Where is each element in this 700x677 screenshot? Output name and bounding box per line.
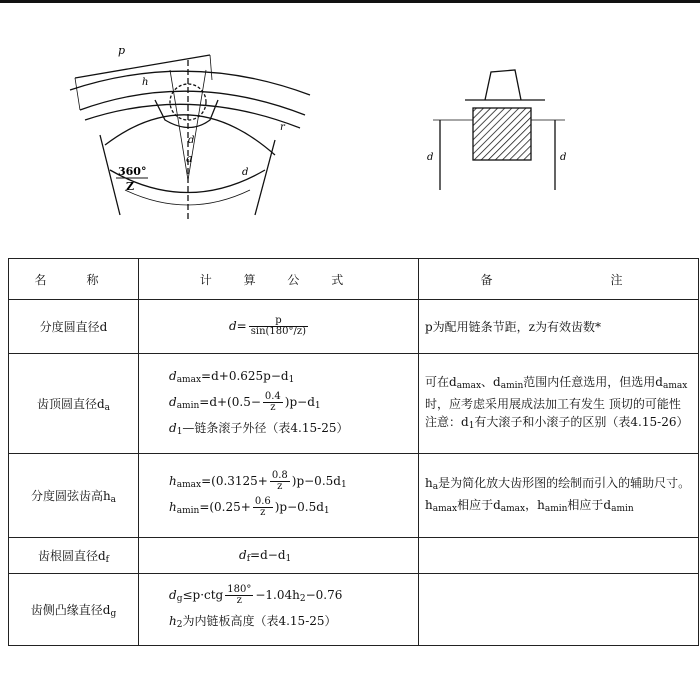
label-da: d [242, 167, 249, 178]
angle-denominator: Z [126, 180, 135, 193]
row-formula: $d_f=d-d_1$ [139, 538, 419, 574]
row-note: 可在$d_{amax}$、$d_{amin}$范围内任意选用，但选用$d_{amax}$时，应考虑采用展成法加工有发生 顶切的可能性 注意：$d_1$有大滚子和小滚子的区别（表4.15-26） [419, 354, 699, 454]
label-p: p [118, 44, 126, 57]
row-name: 分度圆弦齿高$h_a$ [9, 454, 139, 538]
row-note: $h_a$是为简化放大齿形图的绘制而引入的辅助尺寸。$h_{amax}$相应于$d_{amax}$，$h_{amin}$相应于$d_{amin}$ [419, 454, 699, 538]
header-name: 名 称 [9, 259, 139, 300]
angle-numerator: 360° [118, 165, 147, 178]
table-row [9, 574, 699, 646]
sprocket-tooth-diagram [60, 40, 320, 220]
row-note: p为配用链条节距，z为有效齿数* [419, 300, 699, 354]
label-ha: h [142, 77, 149, 88]
row-name: 齿顶圆直径$d_a$ [9, 354, 139, 454]
table-row [9, 354, 699, 454]
header-note: 备 注 [419, 259, 699, 300]
row-formula: $d_g\le p\cdot ctg$ $\frac{180^\circ}{z}$ $-1.04h_2-0.76$ $h_2$为内链板高度（表4.15-25） [139, 574, 419, 646]
tooth-flange-diagram [425, 60, 585, 200]
header-formula: 计 算 公 式 [139, 259, 419, 300]
row-formula: $h_{amax}=(0.3125+$ $\frac{0.8}{z}$ )$p-0.5d_1$ $h_{amin}=(0.25+$ $\frac{0.6}{z}$ )$p-0.5d_1$ [139, 454, 419, 538]
row-note [419, 538, 699, 574]
table-header-row [9, 259, 699, 300]
table-row [9, 454, 699, 538]
table-row [9, 538, 699, 574]
row-formula: $d_{amax}=d+0.625p-d_1$ $d_{amin}=d+(0.5-$ $\frac{0.4}{z}$ )$p-d_1$ $d_1—$链条滚子外径（表4.15-25） [139, 354, 419, 454]
label-a: a [186, 152, 193, 165]
row-name: 分度圆直径d [9, 300, 139, 354]
label-r: r [280, 122, 285, 133]
formula-table [8, 258, 699, 646]
label-df: d [427, 152, 434, 163]
label-dg: d [560, 152, 567, 163]
row-note [419, 574, 699, 646]
row-name: 齿侧凸缘直径$d_g$ [9, 574, 139, 646]
label-d: d [188, 135, 195, 146]
top-rule [0, 0, 700, 3]
table-row [9, 300, 699, 354]
row-name: 齿根圆直径$d_f$ [9, 538, 139, 574]
row-formula: d= $\frac{p}{\sin(180^\circ/z)}$ [139, 300, 419, 354]
